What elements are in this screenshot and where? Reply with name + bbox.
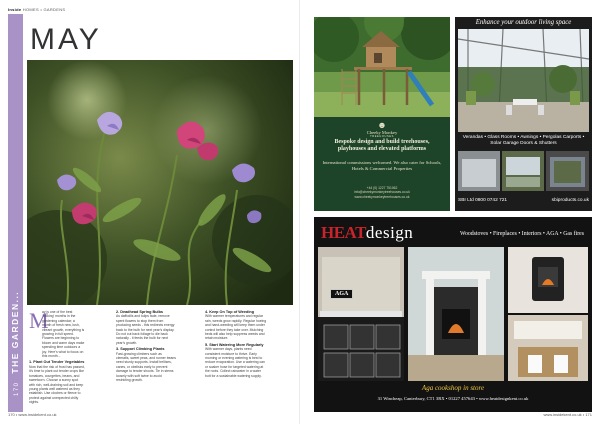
tip-5-body: With warmer days, plants need consistent moisture to thrive. Early morning or evening watering is best to reduce evaporation. Use a watering can or soaker hose for targeted watering at the roots. Collect rainwater in a water butt for a sustainable watering supply. xyxy=(205,347,265,378)
heat-logo-red: HEAT xyxy=(321,223,366,242)
left-column-3 xyxy=(205,310,267,380)
cheeky-phone[interactable]: +44 (0) 1227 751062 xyxy=(366,186,398,190)
cheeky-email[interactable]: info@cheekymonkeytreehouses.co.uk xyxy=(354,190,410,195)
heat-address[interactable]: 31 Wincheap, Canterbury, CT1 3RX • 01227 457643 • www.heatdesignkent.co.uk xyxy=(377,396,529,401)
cheeky-brand-name: Cheeky Monkey xyxy=(366,130,398,135)
right-page xyxy=(300,0,600,424)
heat-design-ad[interactable] xyxy=(314,217,592,412)
heat-design-logo xyxy=(321,223,413,243)
header-brand: Inside xyxy=(8,7,22,12)
side-band-text xyxy=(8,284,23,404)
right-page-number: 171 xyxy=(585,412,592,417)
treehouse-photo xyxy=(314,17,450,117)
monkey-icon: ☻ xyxy=(377,120,387,130)
tip-4-title: 4. Keep On Top of Weeding xyxy=(205,310,255,314)
heat-tagline: Woodstoves • Fireplaces • Interiors • AGA • Gas fires xyxy=(459,231,584,237)
sbi-services: Verandas • Glass Rooms • Awnings • Pergolas Carports • Solar Garage Doors & Shutters xyxy=(462,135,585,146)
sweet-pea-photo xyxy=(27,60,293,305)
tip-3-title: 3. Support Climbing Plants xyxy=(116,347,165,352)
tip-1-title: 1. Plant Out Tender Vegetables xyxy=(29,360,85,365)
side-band-label: THE GARDEN... xyxy=(10,290,20,374)
cheeky-body: International commissions welcomed. We also cater for Schools, Hotels & Commercial Properties xyxy=(322,160,442,171)
heat-logo-rest: design xyxy=(365,223,414,242)
page-title: MAY xyxy=(30,23,102,56)
left-footer: 170 • www.insidekent.co.uk xyxy=(8,412,57,417)
tip-5-title: 5. Start Watering More Regularly xyxy=(205,342,264,347)
left-column-2 xyxy=(116,310,176,384)
header-section: HOMES • GARDENS xyxy=(22,7,66,12)
heat-cookshop: Aga cookshop in store xyxy=(421,384,485,392)
intro-text: ay is one of the best ‘looking’ months in the gardening calendar; a month of fresh new, lush, vibrant growth, everything is growing in full speed. Flowers are beginning to bloom and warm days make spending time outdoors a joy. Here’s what to focus on this month... xyxy=(42,310,85,359)
sbi-headline: Enhance your outdoor living space xyxy=(475,19,572,26)
left-page-number: 170 xyxy=(8,412,15,417)
cheeky-brand-sub: TREEHOUSES xyxy=(370,135,394,138)
cheeky-headline: Bespoke design and build treehouses, playhouses and elevated platforms xyxy=(334,139,430,152)
tip-2-title: 2. Deadhead Spring Bulbs xyxy=(116,310,164,314)
intro-dropcap: M xyxy=(29,308,49,333)
aga-label: AGA xyxy=(330,289,353,299)
sbi-thumbnails xyxy=(458,149,589,193)
tip-1-body: Now that the risk of frost has passed, it’s time to plant out tender crops like tomatoes, courgettes, beans, and sweetcorn. Choose a sunny spot with rich, well-draining soil and keep young plants well watered as they establish. Use cloches or fleece to protect against unexpected chilly nights. xyxy=(29,364,85,405)
tip-3-body: Fast-growing climbers such as clematis, sweet peas, and runner beans need sturdy supports. Install trellises, canes, or obelisks early to prevent damage to tender shoots. Tie in stems loosely with soft twine to avoid restricting growth. xyxy=(116,351,176,383)
right-footer-url: www.insidekent.co.uk xyxy=(543,412,582,417)
sweet-pea-illustration xyxy=(27,60,293,305)
heat-product-photos xyxy=(318,247,588,381)
tip-4-body: With warmer temperatures and regular rain, weeds grow rapidly. Regular hoeing and hand-weeding will keep them under control before they take over. Mulching beds will also help suppress weeds and retain moisture. xyxy=(205,314,267,341)
sbi-footer xyxy=(458,197,589,205)
cheeky-monkey-logo xyxy=(314,121,450,138)
left-column-1 xyxy=(29,310,85,406)
sbi-phone[interactable]: SBI Ltd 0800 0742 721 xyxy=(458,198,508,203)
cheeky-web[interactable]: www.cheekymonkeytreehouses.co.uk xyxy=(354,194,410,199)
sbi-web[interactable]: sbiproducts.co.uk xyxy=(551,198,589,203)
right-footer: www.insidekent.co.uk • 171 xyxy=(543,412,592,417)
tip-2-body: As daffodils and tulips fade, remove spent flowers to stop them from producing seeds - this redirects energy back to the bulb for next year’s display. Do not cut back foliage to die back naturally - it feeds the bulb for next year’s growth. xyxy=(116,314,175,345)
cheeky-monkey-ad[interactable] xyxy=(314,17,450,211)
side-band-page-number: 170 xyxy=(14,381,20,396)
left-footer-url: www.insidekent.co.uk xyxy=(18,412,57,417)
page-header xyxy=(8,7,65,12)
sbi-ad[interactable] xyxy=(455,17,592,211)
cheeky-contact xyxy=(320,186,444,199)
veranda-photo xyxy=(458,29,589,132)
